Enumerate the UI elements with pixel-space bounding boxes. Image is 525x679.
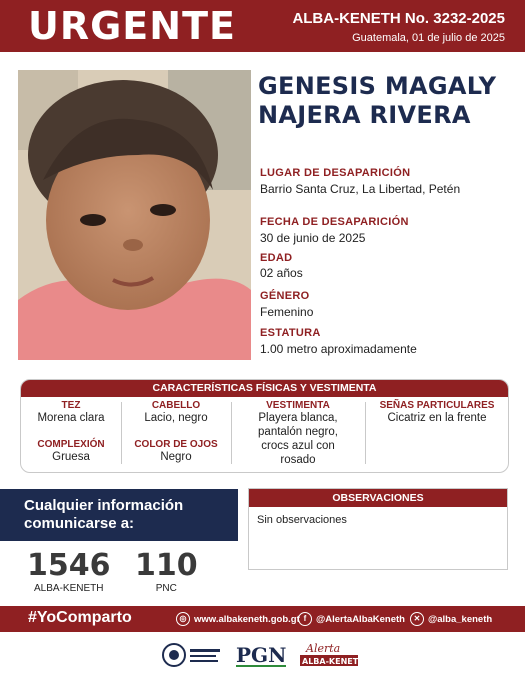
observations-box — [248, 488, 508, 570]
government-seal-logo — [162, 640, 222, 675]
tez-label: TEZ — [61, 400, 81, 411]
hair-label: CABELLO — [151, 400, 201, 411]
hashtag: #YoComparto — [28, 609, 132, 626]
eye-color-value: Negro — [160, 451, 192, 463]
place-date: Guatemala, 01 de julio de 2025 — [352, 32, 505, 44]
hotline-label: PNC — [155, 583, 177, 594]
facebook-text: @AlertaAlbaKeneth — [316, 613, 405, 625]
eye-color-label: COLOR DE OJOS — [134, 439, 218, 450]
height-label: ESTATURA — [260, 327, 321, 339]
complexion-value: Gruesa — [52, 451, 90, 463]
gender-value: Femenino — [260, 305, 314, 319]
contact-text — [24, 497, 183, 533]
observations-title: OBSERVACIONES — [249, 489, 507, 507]
observations-value: Sin observaciones — [257, 514, 347, 526]
pgn-logo-text: PGN — [236, 643, 287, 667]
hotline-number: 1546 — [27, 548, 111, 583]
footer-bar — [0, 606, 525, 632]
hotline-number: 110 — [135, 548, 198, 583]
complexion-label: COMPLEXIÓN — [37, 439, 105, 450]
tez-value: Morena clara — [37, 412, 105, 424]
contact-line-2: comunicarse a: — [24, 515, 135, 532]
globe-icon: ◎ — [176, 612, 190, 626]
x-icon: ✕ — [410, 612, 424, 626]
disappearance-place-value: Barrio Santa Cruz, La Libertad, Petén — [260, 182, 461, 196]
clothing-line: rosado — [280, 454, 316, 466]
disappearance-date-value: 30 de junio de 2025 — [260, 231, 366, 245]
x-text: @alba_keneth — [428, 613, 493, 625]
age-label: EDAD — [260, 252, 293, 264]
gender-label: GÉNERO — [260, 290, 310, 302]
clothing-label: VESTIMENTA — [266, 400, 330, 411]
person-name — [258, 72, 508, 130]
distinguishing-marks-value: Cicatriz en la frente — [387, 412, 487, 424]
case-number: ALBA-KENETH No. 3232-2025 — [292, 10, 505, 27]
pgn-logo — [234, 640, 290, 675]
hotline-alba-keneth[interactable] — [27, 548, 111, 594]
clothing-column — [232, 400, 364, 467]
facebook-link[interactable] — [298, 612, 405, 626]
person-name-line-1: GENESIS MAGALY — [258, 72, 497, 100]
alba-logo-text: ALBA-KENETH — [302, 657, 360, 666]
hotline-label: ALBA-KENETH — [34, 583, 104, 594]
contact-banner — [0, 489, 238, 541]
distinguishing-marks-column — [366, 400, 508, 425]
age-value: 02 años — [260, 266, 303, 280]
contact-line-1: Cualquier información — [24, 497, 184, 514]
disappearance-date-label: FECHA DE DESAPARICIÓN — [260, 216, 409, 228]
alerta-alba-keneth-logo — [300, 640, 360, 677]
x-link[interactable] — [410, 612, 492, 626]
tez-column — [21, 400, 121, 464]
website-text: www.albakeneth.gob.gt — [194, 613, 300, 625]
clothing-line: crocs azul con — [261, 440, 335, 452]
hair-value: Lacio, negro — [144, 412, 208, 424]
urgent-title: URGENTE — [28, 4, 236, 48]
clothing-line: Playera blanca, — [258, 412, 338, 424]
clothing-line: pantalón negro, — [258, 426, 338, 438]
height-value: 1.00 metro aproximadamente — [260, 342, 417, 356]
person-name-line-2: NAJERA RIVERA — [258, 101, 471, 129]
characteristics-title: CARACTERÍSTICAS FÍSICAS Y VESTIMENTA — [21, 380, 508, 397]
characteristics-box — [20, 379, 509, 473]
hotline-pnc[interactable] — [135, 548, 198, 594]
alerta-logo-text: Alerta — [306, 642, 341, 655]
disappearance-place-label: LUGAR DE DESAPARICIÓN — [260, 167, 411, 179]
hair-column — [122, 400, 230, 464]
missing-person-photo — [18, 70, 251, 360]
facebook-icon: f — [298, 612, 312, 626]
website-link[interactable] — [176, 612, 300, 626]
distinguishing-marks-label: SEÑAS PARTICULARES — [379, 400, 495, 411]
